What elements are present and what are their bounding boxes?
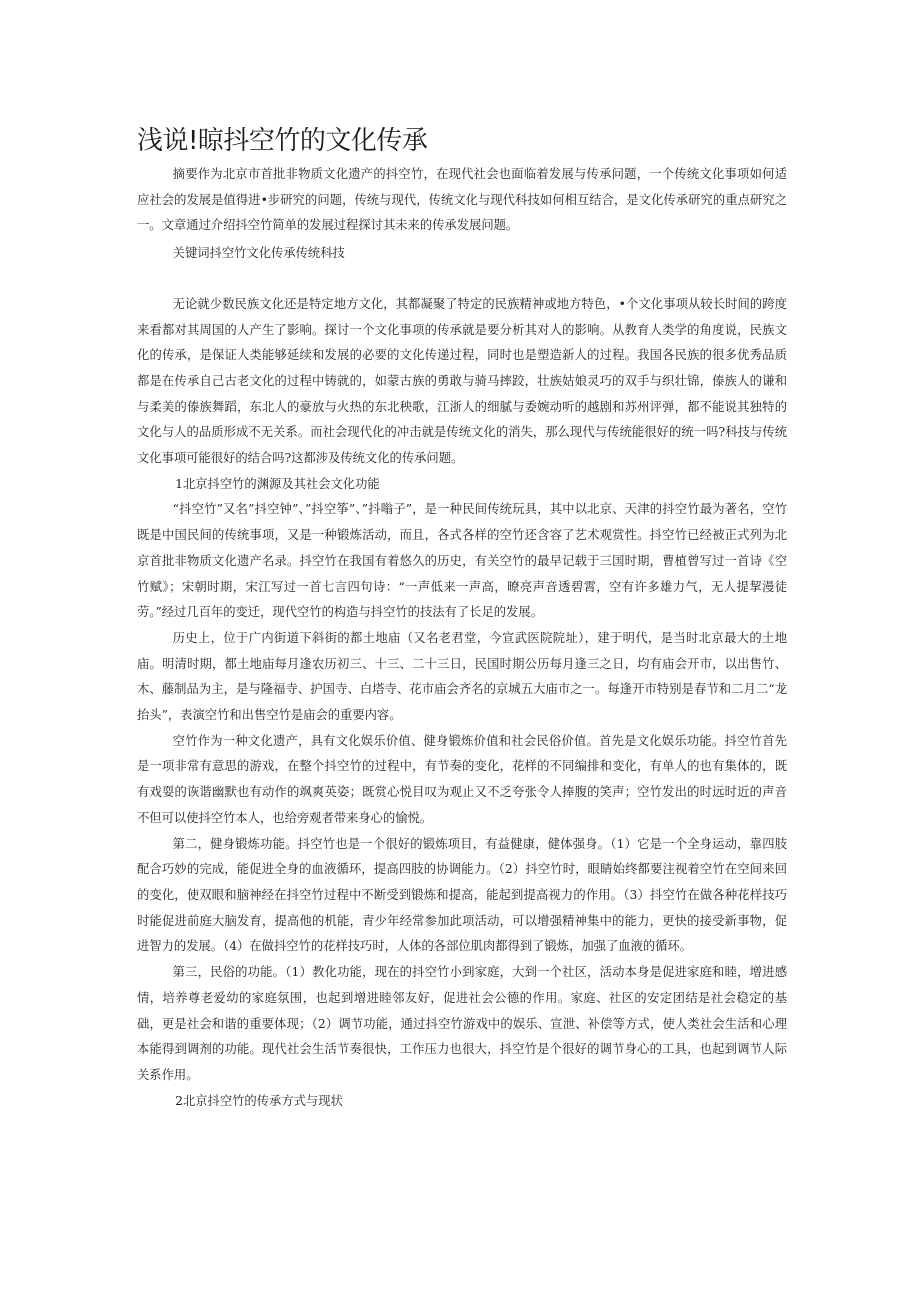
- body-paragraph: 无论就少数民族文化还是特定地方文化，其都凝聚了特定的民族精神或地方特色，•个文化事项从较长时间的跨度来看都对其周国的人产生了影响。探讨一个文化事项的传承就是要分析其对人的影响。从教育人类学的角度说，民族文化的传承，是保证人类能够延续和发展的必要的文化传递过程，同时也是塑造新人的过程。我国各民族的很多优秀品质都是在传承自己古老文化的过程中铸就的，如蒙古族的勇敢与骑马摔跤，壮族姑娘灵巧的双手与织壮锦，傣族人的谦和与柔美的傣族舞蹈，东北人的豪放与火热的东北秧歌，江浙人的细腻与委婉动听的越剧和苏州评弹，都不能说其独特的文化与人的品质形成不无关系。而社会现代化的冲击就是传统文化的消失，那么现代与传统能很好的统一吗?科技与传统文化事项可能很好的结合吗?这都涉及传统文化的传承问题。: [137, 296, 787, 466]
- body-paragraph: 空竹作为一种文化遗产，具有文化娱乐价值、健身锻炼价值和社会民俗价值。首先是文化娱乐功能。抖空竹首先是一项非常有意思的游戏，在整个抖空竹的过程中，有节奏的变化，花样的不同编排和变化，有单人的也有集体的，既有戏耍的诙谐幽默也有动作的飒爽英姿；既赏心悦目叹为观止又不乏夸张令人捧腹的笑声；空竹发出的时远时近的声音不但可以使抖空竹本人，也给旁观者带来身心的愉悦。: [137, 733, 787, 825]
- body-paragraph: 第二，健身锻炼功能。抖空竹也是一个很好的锻炼项目，有益健康，健体强身。（1）它是一个全身运动，靠四肢配合巧妙的完成，能促进全身的血液循环，提高四肢的协调能力。（2）抖空竹时，眼睛始终都要注视着空竹在空间来回的变化，使双眼和脑神经在抖空竹过程中不断受到锻炼和提高，能起到提高视力的作用。（3）抖空竹在做各种花样技巧时能促进前庭大脑发育，提高他的机能，青少年经常参加此项活动，可以增强精神集中的能力，更快的接受新事物，促进智力的发展。（4）在做抖空竹的花样技巧时，人体的各部位肌肉都得到了锻炼，加强了血液的循环。: [137, 836, 787, 954]
- keywords-paragraph: 关键词抖空竹文化传承传统科技: [172, 246, 345, 261]
- section-heading: 1北京抖空竹的渊源及其社会文化功能: [175, 476, 380, 491]
- body-paragraph: “抖空竹”又名”抖空钟”、”抖空筝”、”抖嗡子”，是一种民间传统玩具，其中以北京、天津的抖空竹最为著名，空竹既是中国民间的传统事项，又是一种锻炼活动，而且，各式各样的空竹还含容了艺术观赏性。抖空竹已经被正式列为北京首批非物质文化遗产名录。抖空竹在我国有着悠久的历史，有关空竹的最早记载于三国时期，曹植曾写过一首诗《空竹赋》；宋朝时期，宋江写过一首七言四句诗：“一声低来一声高，暸亮声音透碧霄，空有许多雄力气，无人提挈漫徒劳。”经过几百年的变迁，现代空竹的构造与抖空竹的技法有了长足的发展。: [137, 502, 787, 620]
- section-heading: 2北京抖空竹的传承方式与现状: [175, 1093, 343, 1108]
- body-paragraph: 第三，民俗的功能。（1）教化功能，现在的抖空竹小到家庭，大到一个社区，活动本身是促进家庭和睦，增进感情，培养尊老爱幼的家庭氛围，也起到增进睦邻友好，促进社会公德的作用。家庭、社区的安定团结是社会稳定的基础，更是社会和谐的重要体现；（2）调节功能，通过抖空竹游戏中的娱乐、宣泄、补偿等方式，使人类社会生活和心理本能得到调剂的功能。现代社会生活节奏很快，工作压力也很大，抖空竹是个很好的调节身心的工具，也起到调节人际关系作用。: [137, 965, 787, 1082]
- body-paragraph: 历史上，位于广内街道下斜街的都土地庙（又名老君堂，今宣武医院院址），建于明代，是当时北京最大的土地庙。明清时期，都土地庙每月逢农历初三、十三、二十三日，民国时期公历每月逢三之日，均有庙会开市，以出售竹、木、藤制品为主，是与隆福寺、护国寺、白塔寺、花市庙会齐名的京城五大庙市之一。每逢开市特别是春节和二月二“龙抬头”，表演空竹和出售空竹是庙会的重要内容。: [137, 630, 787, 723]
- document-body: [137, 162, 787, 1114]
- document-title: 浅说!晾抖空竹的文化传承: [137, 126, 428, 156]
- abstract-paragraph: 摘要作为北京市首批非物质文化遗产的抖空竹，在现代社会也面临着发展与传承问题，一个传统文化事项如何适应社会的发展是值得进•步研究的问题，传统与现代，传统文化与现代科技如何相互结合，是文化传承研究的重点研究之一。文章通过介绍抖空竹简单的发展过程探讨其未来的传承发展问题。: [137, 167, 787, 233]
